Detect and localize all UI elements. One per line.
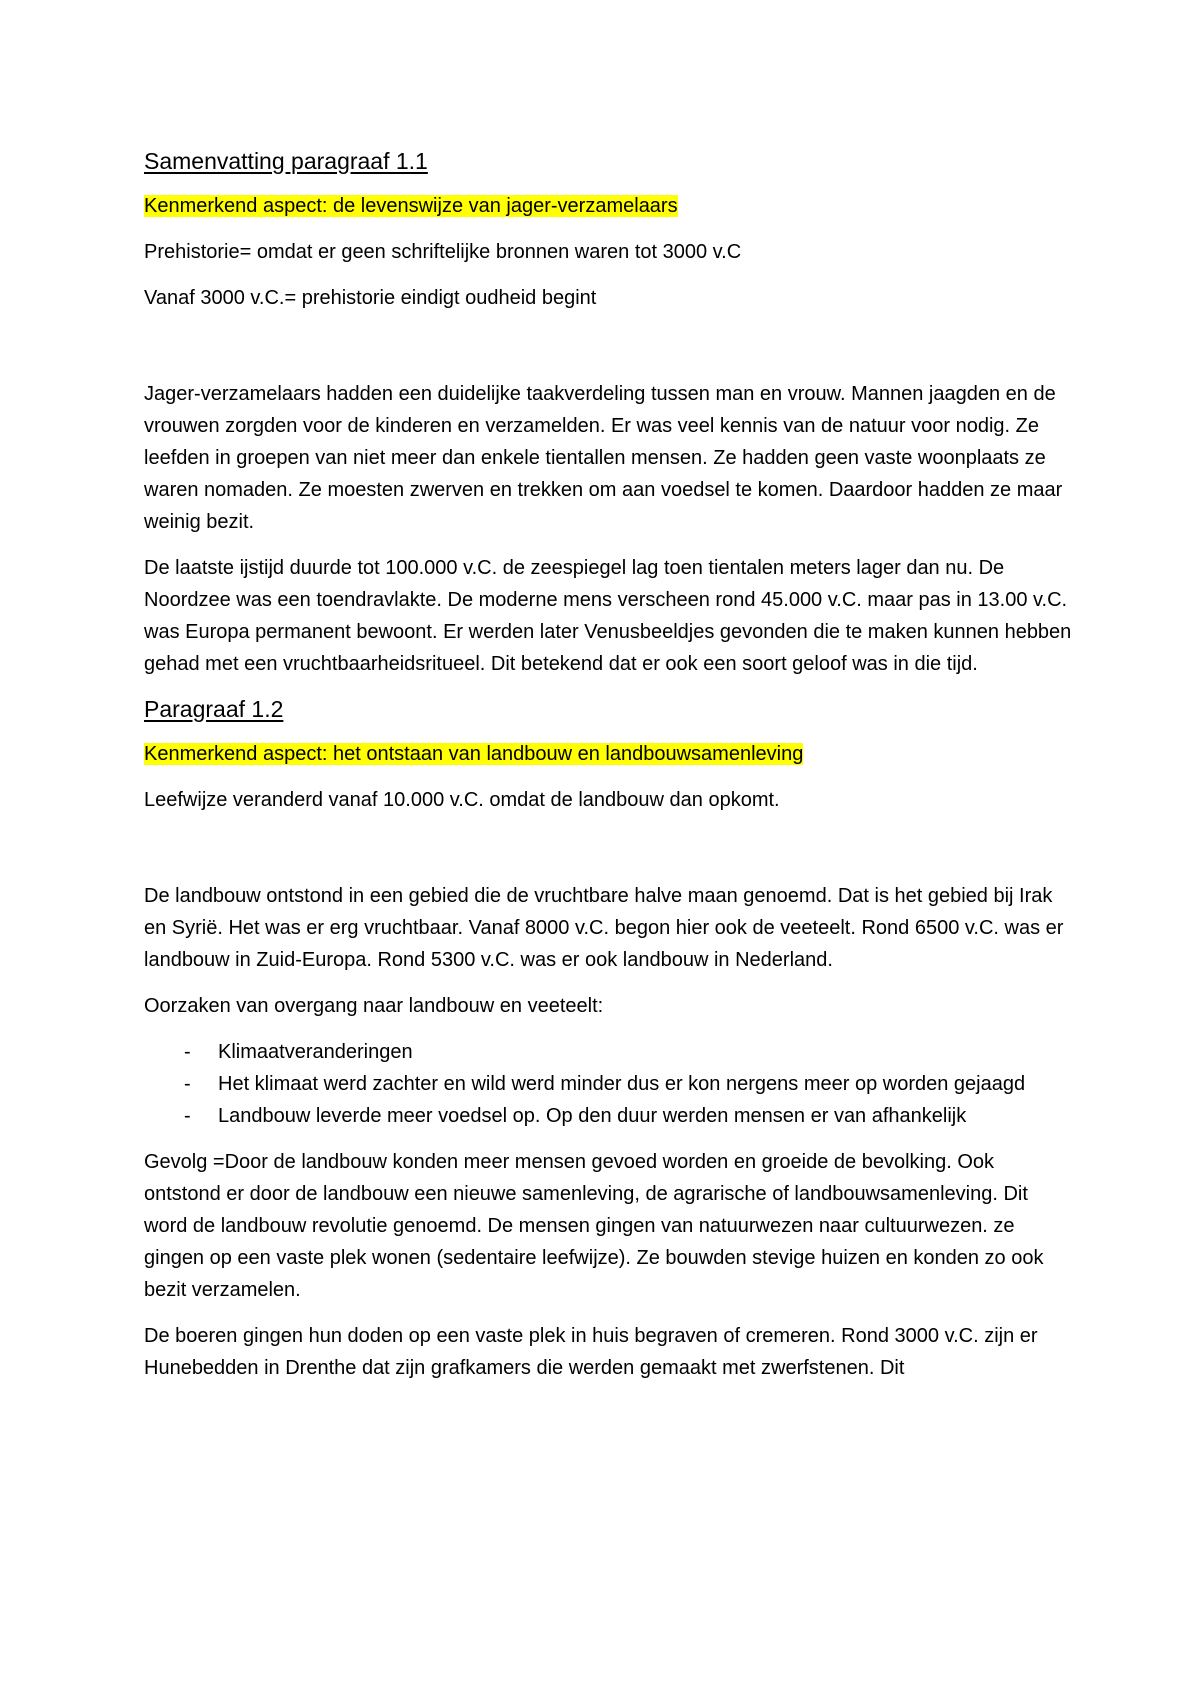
spacer — [144, 328, 1100, 378]
section-1-paragraph-ijstijd: De laatste ijstijd duurde tot 100.000 v.C. de zeespiegel lag toen tientalen meters lager dan nu. De Noordzee was een toendravlakte. De moderne mens verscheen rond 45.000 v.C. maar pas in 13.00 v.C. was Europa permanent bewoont. Er werden later Venusbeeldjes gevonden die te maken kunnen hebben gehad met een vruchtbaarheidsritueel. Dit betekend dat er ook een soort geloof was in die tijd. — [144, 557, 1072, 675]
causes-list-item — [144, 1068, 1078, 1100]
dash-bullet: - — [184, 1073, 191, 1095]
section-2-causes-intro: Oorzaken van overgang naar landbouw en veeteelt: — [144, 995, 604, 1017]
section-2-line-leefwijze: Leefwijze veranderd vanaf 10.000 v.C. omdat de landbouw dan opkomt. — [144, 789, 780, 811]
section-1-paragraph-jagers: Jager-verzamelaars hadden een duidelijke taakverdeling tussen man en vrouw. Mannen jaagden en de vrouwen zorgden voor de kinderen en verzamelden. Er was veel kennis van de natuur voor nodig. Ze leefden in groepen van niet meer dan enkele tientallen mensen. Ze hadden geen vaste woonplaats ze waren nomaden. Ze moesten zwerven en trekken om aan voedsel te komen. Daardoor hadden ze maar weinig bezit. — [144, 383, 1063, 533]
section-1-aspect — [144, 190, 1074, 222]
dash-bullet: - — [184, 1105, 191, 1127]
causes-list-item-text: Klimaatveranderingen — [218, 1041, 413, 1063]
dash-bullet: - — [184, 1041, 191, 1063]
section-2-paragraph-boeren: De boeren gingen hun doden op een vaste plek in huis begraven of cremeren. Rond 3000 v.C. zijn er Hunebedden in Drenthe dat zijn grafkamers die werden gemaakt met zwerfstenen. Dit — [144, 1325, 1038, 1379]
section-2-heading — [144, 694, 1100, 724]
section-2-aspect — [144, 738, 1074, 770]
section-1-heading — [144, 146, 1100, 176]
section-1-heading-text: Samenvatting paragraaf 1.1 — [144, 148, 428, 174]
section-2-paragraph-landbouw: De landbouw ontstond in een gebied die de vruchtbare halve maan genoemd. Dat is het gebied bij Irak en Syrië. Het was er erg vruchtbaar. Vanaf 8000 v.C. begon hier ook de veeteelt. Rond 6500 v.C. was er landbouw in Zuid-Europa. Rond 5300 v.C. was er ook landbouw in Nederland. — [144, 885, 1064, 971]
causes-list — [144, 1036, 1100, 1132]
causes-list-item-text: Het klimaat werd zachter en wild werd minder dus er kon nergens meer op worden gejaagd — [218, 1073, 1026, 1095]
causes-list-item — [144, 1036, 1078, 1068]
section-2-heading-text: Paragraaf 1.2 — [144, 696, 284, 722]
section-2-aspect-highlight: Kenmerkend aspect: het ontstaan van landbouw en landbouwsamenleving — [144, 743, 804, 765]
causes-list-item-text: Landbouw leverde meer voedsel op. Op den duur werden mensen er van afhankelijk — [218, 1105, 967, 1127]
section-1-line-prehistorie: Prehistorie= omdat er geen schriftelijke bronnen waren tot 3000 v.C — [144, 241, 742, 263]
causes-list-item — [144, 1100, 1078, 1132]
section-1-aspect-highlight: Kenmerkend aspect: de levenswijze van jager-verzamelaars — [144, 195, 678, 217]
spacer — [144, 830, 1100, 880]
section-2-paragraph-gevolg: Gevolg =Door de landbouw konden meer mensen gevoed worden en groeide de bevolking. Ook ontstond er door de landbouw een nieuwe samenleving, de agrarische of landbouwsamenleving. Dit word de landbouw revolutie genoemd. De mensen gingen van natuurwezen naar cultuurwezen. ze gingen op een vaste plek wonen (sedentaire leefwijze). Ze bouwden stevige huizen en konden zo ook bezit verzamelen. — [144, 1151, 1044, 1301]
section-1-line-vanaf: Vanaf 3000 v.C.= prehistorie eindigt oudheid begint — [144, 287, 597, 309]
